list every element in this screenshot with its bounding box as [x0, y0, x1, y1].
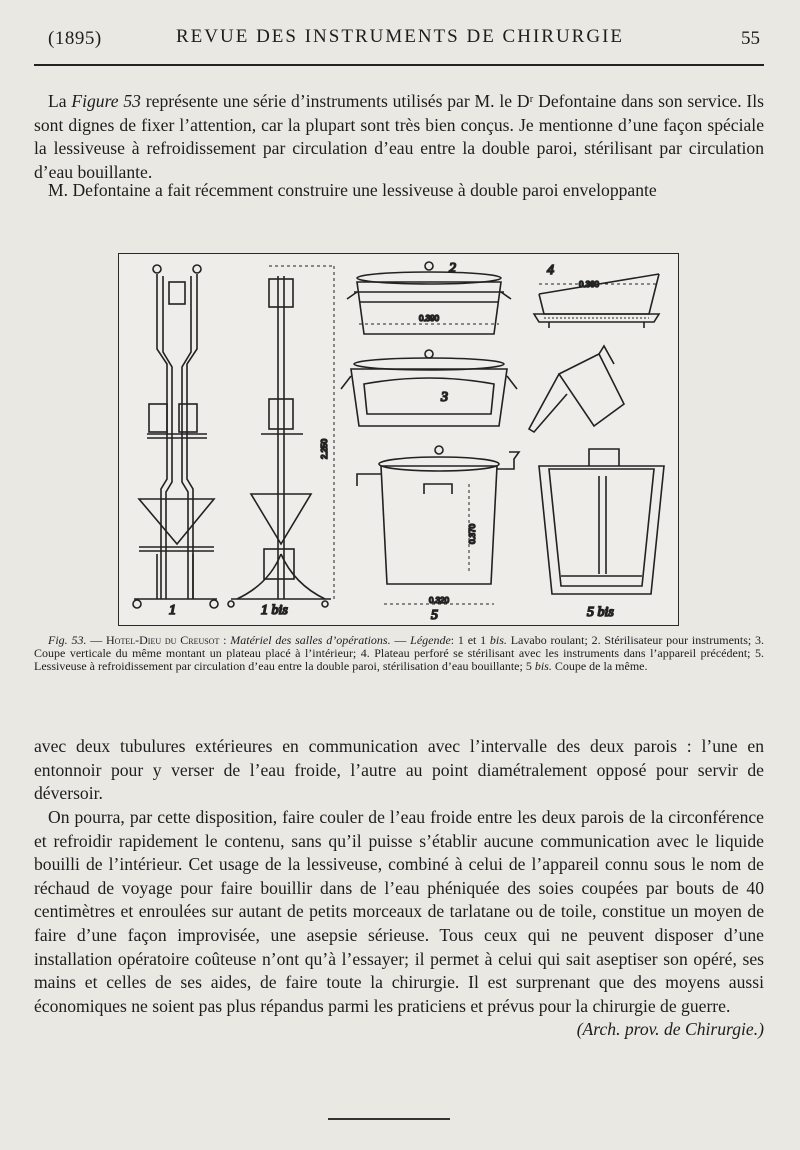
- dimension-height: 2.250: [320, 438, 329, 459]
- footer-rule: [328, 1118, 450, 1120]
- paragraph-intro: [34, 90, 764, 184]
- dimension-sterilizer: 0.390: [419, 314, 440, 323]
- figure-reference: Figure 53: [71, 91, 141, 111]
- dimension-boiler-width: 0.320: [429, 596, 450, 605]
- label-1-bis: 1 bis: [261, 603, 288, 618]
- running-head: [34, 22, 766, 52]
- washing-boiler-drawing: [357, 446, 519, 604]
- intro-lead: La: [48, 91, 72, 111]
- washstand-drawing: [133, 265, 218, 608]
- washstand-section-drawing: [228, 266, 334, 607]
- paragraph-usage: [34, 806, 764, 1042]
- label-4: 4: [547, 263, 554, 278]
- label-1: 1: [169, 603, 176, 618]
- instrument-drawing: [119, 254, 678, 625]
- sterilizer-drawing: [347, 262, 511, 334]
- journal-title: REVUE DES INSTRUMENTS DE CHIRURGIE: [176, 26, 624, 47]
- caption-bis-2: bis.: [534, 659, 552, 674]
- figure-caption: Fig. 53. — Hotel-Dieu du Creusot : Matériel des salles d’opérations. — Légende: 1 et 1 bis. Lavabo roulant; 2. Stérilisateur pour instruments; 3. Coupe verticale du même montant un plateau placé à l’intérieur; 4. Plateau perforé se stérilisant avec les instruments dans l’appareil précédent; 5. Lessiveuse à refroidissement par circulation d’eau entre la double paroi, stérilisation d’eau bouillante; 5 bis. Coupe de la même.: [34, 633, 765, 674]
- boiler-section-drawing: [539, 449, 664, 594]
- header-rule: [34, 64, 764, 66]
- tubulures-text: avec deux tubulures extérieures en communication avec l’intervalle des deux parois : l’une en entonnoir pour y verser de l’eau froide, l’autre au point diamétralement opposé pour servir de déversoir.: [34, 736, 764, 804]
- source-attribution: (Arch. prov. de Chirurgie.): [576, 1019, 764, 1040]
- caption-legend-nums: : 1 et 1: [450, 633, 490, 647]
- caption-subject: Matériel des salles d’opérations.: [230, 633, 391, 647]
- caption-fig-number: Fig. 53.: [48, 633, 87, 647]
- caption-place: Hotel-Dieu du Creusot: [106, 633, 220, 647]
- dimension-boiler-height: 0.370: [468, 523, 477, 544]
- label-5: 5: [431, 608, 438, 623]
- header-year: (1895): [48, 28, 102, 49]
- sterilizer-section-drawing: [341, 350, 517, 426]
- lessiveuse-text: M. Defontaine a fait récemment construire une lessiveuse à double paroi enveloppante: [48, 180, 657, 200]
- intro-body: représente une série d’instruments utilisés par M. le Dʳ Defontaine dans son service. Ils sont dignes de fixer l’attention, car la plupart sont très bien conçus. Je mentionne d’une façon spéciale la lessiveuse à refroidissement par circulation d’eau entre la double paroi, stérilisant par circulation d’eau bouillante.: [34, 91, 764, 182]
- dimension-tray: 0.360: [579, 280, 600, 289]
- page-number: 55: [741, 28, 760, 49]
- label-5-bis: 5 bis: [587, 605, 614, 620]
- caption-legend-body: Lavabo roulant; 2. Stérilisateur pour instruments; 3. Coupe verticale du même montant un plateau placé à l’intérieur; 4. Plateau perforé se stérilisant avec les instruments dans l’appareil précédent; 5. Lessiveuse à refroidissement par circulation d’eau entre la double paroi, stérilisation d’eau bouillante; 5: [34, 633, 765, 674]
- caption-bis: bis.: [489, 633, 507, 647]
- label-2: 2: [449, 261, 456, 276]
- caption-legend-end: Coupe de la même.: [554, 659, 648, 674]
- paragraph-tubulures: [34, 735, 764, 806]
- paragraph-lessiveuse: [34, 179, 764, 203]
- figure-53-illustration: [118, 253, 679, 626]
- usage-text: On pourra, par cette disposition, faire couler de l’eau froide entre les deux parois de la circonférence et refroidir rapidement le contenu, sans qu’il puisse s’établir aucune communication avec le liquide bouilli de l’intérieur. Cet usage de la lessiveuse, combiné à celui de l’appareil connu sous le nom de réchaud de voyage pour faire bouillir dans de l’eau phéniquée des soies coupées par bouts de 40 centimètres et enroulées sur autant de petits morceaux de tarlatane ou de toile, constitue un moyen de faire d’une façon improvisée, une asepsie sérieuse. Tous ceux qui ne peuvent disposer d’une installation opératoire coûteuse n’ont qu’à l’essayer; il permet à celui qui sait aseptiser son opéré, ses mains et celles de ses aides, de faire toute la chirurgie. Il est surprenant que des moyens aussi économiques ne soient pas plus répandus parmi les praticiens et prévus pour la chirurgie de guerre.: [34, 807, 764, 1016]
- caption-legend-label: Légende: [410, 633, 451, 647]
- label-3: 3: [441, 390, 448, 405]
- pitcher-drawing: [529, 346, 624, 432]
